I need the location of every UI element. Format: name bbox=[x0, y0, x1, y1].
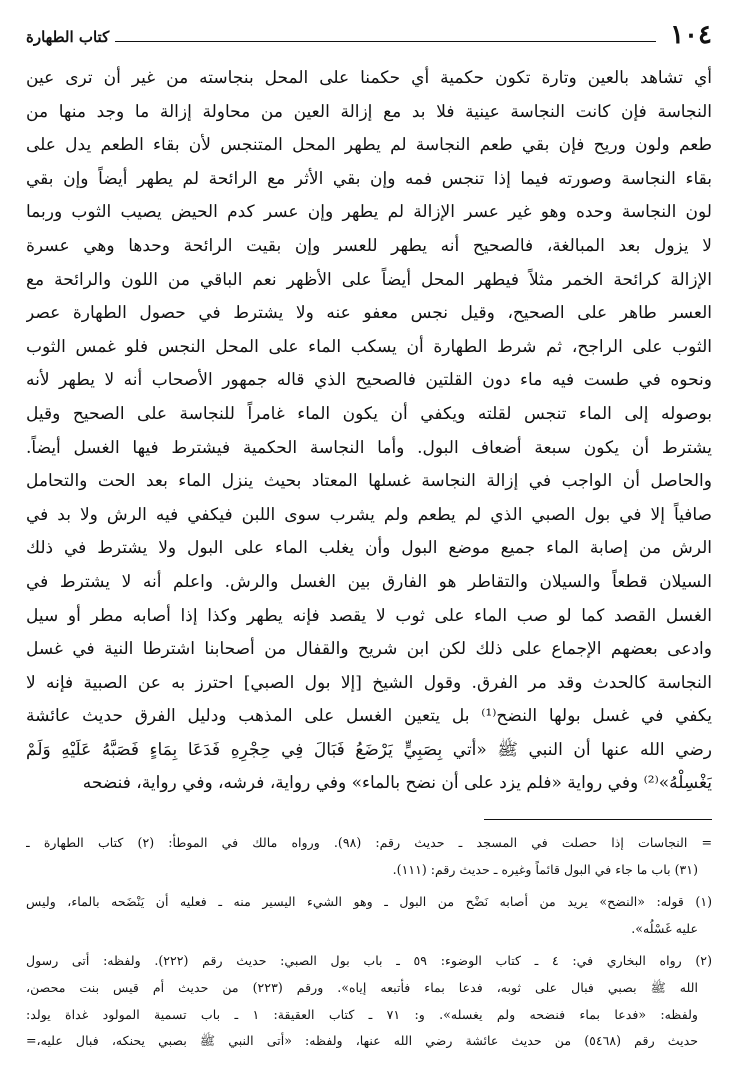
footnote-2-line: (٢) رواه البخاري في: ٤ ـ كتاب الوضوء: ٥٩ ـ باب بول الصبي: حديث رقم (٢٢٢). ولفظه: أتى رسول bbox=[26, 953, 712, 969]
header-rule bbox=[115, 41, 656, 42]
text-line: رضي الله عنها أن النبي ﷺ «أتي بِصَبِيٍّ يَرْضَعُ فَبَالَ فِي حِجْرِهِ فَدَعَا بِمَاءٍ فَصَبَّهُ عَلَيْهِ وَلَمْ bbox=[26, 739, 712, 760]
text-line: الإزالة كرائحة الخمر مثلاً فيطهر المحل أيضاً على الأظهر نعم الباقي من اللون والرائحة مع bbox=[26, 269, 712, 290]
footnote-1-line: (١) قوله: «النضح» يريد من أصابه نَضْح من البول ـ وهو الشيء اليسير منه ـ فعليه أن يَنْضَحه بالماء، وليس bbox=[26, 894, 712, 910]
footnote-2-line: حديث رقم (٥٤٦٨) من حديث عائشة رضي الله عنها، ولفظه: «أتى النبي ﷺ بصبي يحنكه، فبال عليه،= bbox=[26, 1033, 698, 1049]
text-line: أي تشاهد بالعين وتارة تكون حكمية أي حكمنا على المحل بنجاسته من غير أن ترى عين bbox=[26, 68, 712, 88]
running-title: كتاب الطهارة bbox=[26, 28, 110, 46]
footnote-continuation-line: (٣١) باب ما جاء في البول قائماً وغيره ـ حديث رقم: (١١١). bbox=[392, 861, 698, 877]
text-line: الغسل القصد كما لو صب الماء على ثوب لا يقصد فإنه يطهر وكذا إذا أصابه مطر أو سيل bbox=[26, 605, 712, 626]
text-line: يشترط أن يكون سبعة أضعاف البول. وأما النجاسة الحكمية فيشترط فيها الغسل أيضاً. bbox=[26, 437, 712, 458]
text-line: بقاء النجاسة وصورته فيما إذا تنجس فمه وإن بقي الأثر مع الرائحة لم يطهر أيضاً وإن بقي bbox=[26, 168, 712, 189]
page-header bbox=[26, 14, 712, 48]
text-line: والحاصل أن الواجب في إزالة النجاسة غسلها المعتاد بحيث ينزل الماء بعد الحت والتحامل bbox=[26, 471, 712, 492]
text-line: بوصوله إلى الماء تنجس لقلته ويكفي أن يكون الماء غامراً للنجاسة على الصحيح وقيل bbox=[26, 403, 712, 424]
page-number: ١٠٤ bbox=[670, 20, 712, 50]
text-line: النجاسة كالحدث وقد مر الفرق. وقول الشيخ [إلا بول الصبي] احترز به عن الصبية فإنه لا bbox=[26, 672, 712, 693]
text-line: العسر طاهر على الصحيح، وقيل نجس معفو عنه ولا يشترط في حصول الطهارة عصر bbox=[26, 303, 712, 324]
footnotes bbox=[26, 830, 712, 1055]
footnote-2-line: ولفظه: «فدعا بماء فنضحه ولم يغسله». و: ٧١ ـ كتاب العقيقة: ١ ـ باب تسمية المولود غداة يولد: bbox=[26, 1006, 698, 1022]
text-line: وادعى بعضهم الإجماع على ذلك لكن ابن شريح والقفال من أصحابنا اشترطا النية في غسل bbox=[26, 639, 712, 660]
footnote-continuation-line: = النجاسات إذا حصلت في المسجد ـ حديث رقم: (٩٨). ورواه مالك في الموطأ: (٢) كتاب الطهارة ـ bbox=[26, 835, 712, 851]
main-text bbox=[26, 62, 712, 801]
footnote-divider bbox=[484, 819, 712, 820]
text-line: النجاسة فإن كانت النجاسة عينية فلا بد مع إزالة العين من محاولة إزالة ما وجد منها من bbox=[26, 101, 712, 122]
text-line: صافياً إلا في بول الصبي الذي لم يطعم ولم يشرب سوى اللبن فيكفي فيه الرش ولا بد في bbox=[26, 504, 712, 525]
text-line: يَغْسِلْهُ»⁽²⁾ وفي رواية «فلم يزد على أن نضح بالماء» وفي رواية، فرشه، وفي رواية، فنضحه bbox=[82, 773, 712, 794]
text-line: لون النجاسة وحده وهو غير عسر الإزالة لم يطهر وإن عسر كدم الحيض يصيب الثوب وربما bbox=[26, 202, 712, 223]
text-line: ونحوه في طست فيه ماء دون القلتين فالصحيح الذي قاله جمهور الأصحاب أنه لا يطهر لأنه bbox=[26, 370, 712, 391]
text-line: الرش من إصابة الماء جميع موضع البول وأن يغلب الماء على البول ولا يشترط في ذلك bbox=[26, 538, 712, 559]
text-line: طعم ولون وريح فإن بقي طعم النجاسة لم يطهر المحل المتنجس لأن بقاء الطعم يدل على bbox=[26, 135, 712, 156]
footnote-1-line: عليه غَسْلُه». bbox=[631, 920, 698, 936]
text-line: لا يزول بعد المبالغة، فالصحيح أنه يطهر للعسر وإن بقيت الرائحة وحدها وهي عسرة bbox=[26, 235, 712, 256]
text-line: يكفي في غسل بولها النضح⁽¹⁾ بل يتعين الغسل على المذهب ودليل الفرق حديث عائشة bbox=[26, 706, 712, 727]
text-line: السيلان قطعاً والسيلان والتقاطر هو الفارق بين الغسل والرش. واعلم أنه لا يشترط في bbox=[26, 571, 712, 592]
footnote-2-line: الله ﷺ بصبي فبال على ثوبه، فدعا بماء فأتبعه إياه». ورقم (٢٢٣) من حديث أم قيس بنت محصن، bbox=[26, 980, 699, 996]
text-line: الثوب على الراجح، ثم شرط الطهارة أن يسكب الماء على المحل النجس فلو غمس الثوب bbox=[26, 336, 712, 357]
